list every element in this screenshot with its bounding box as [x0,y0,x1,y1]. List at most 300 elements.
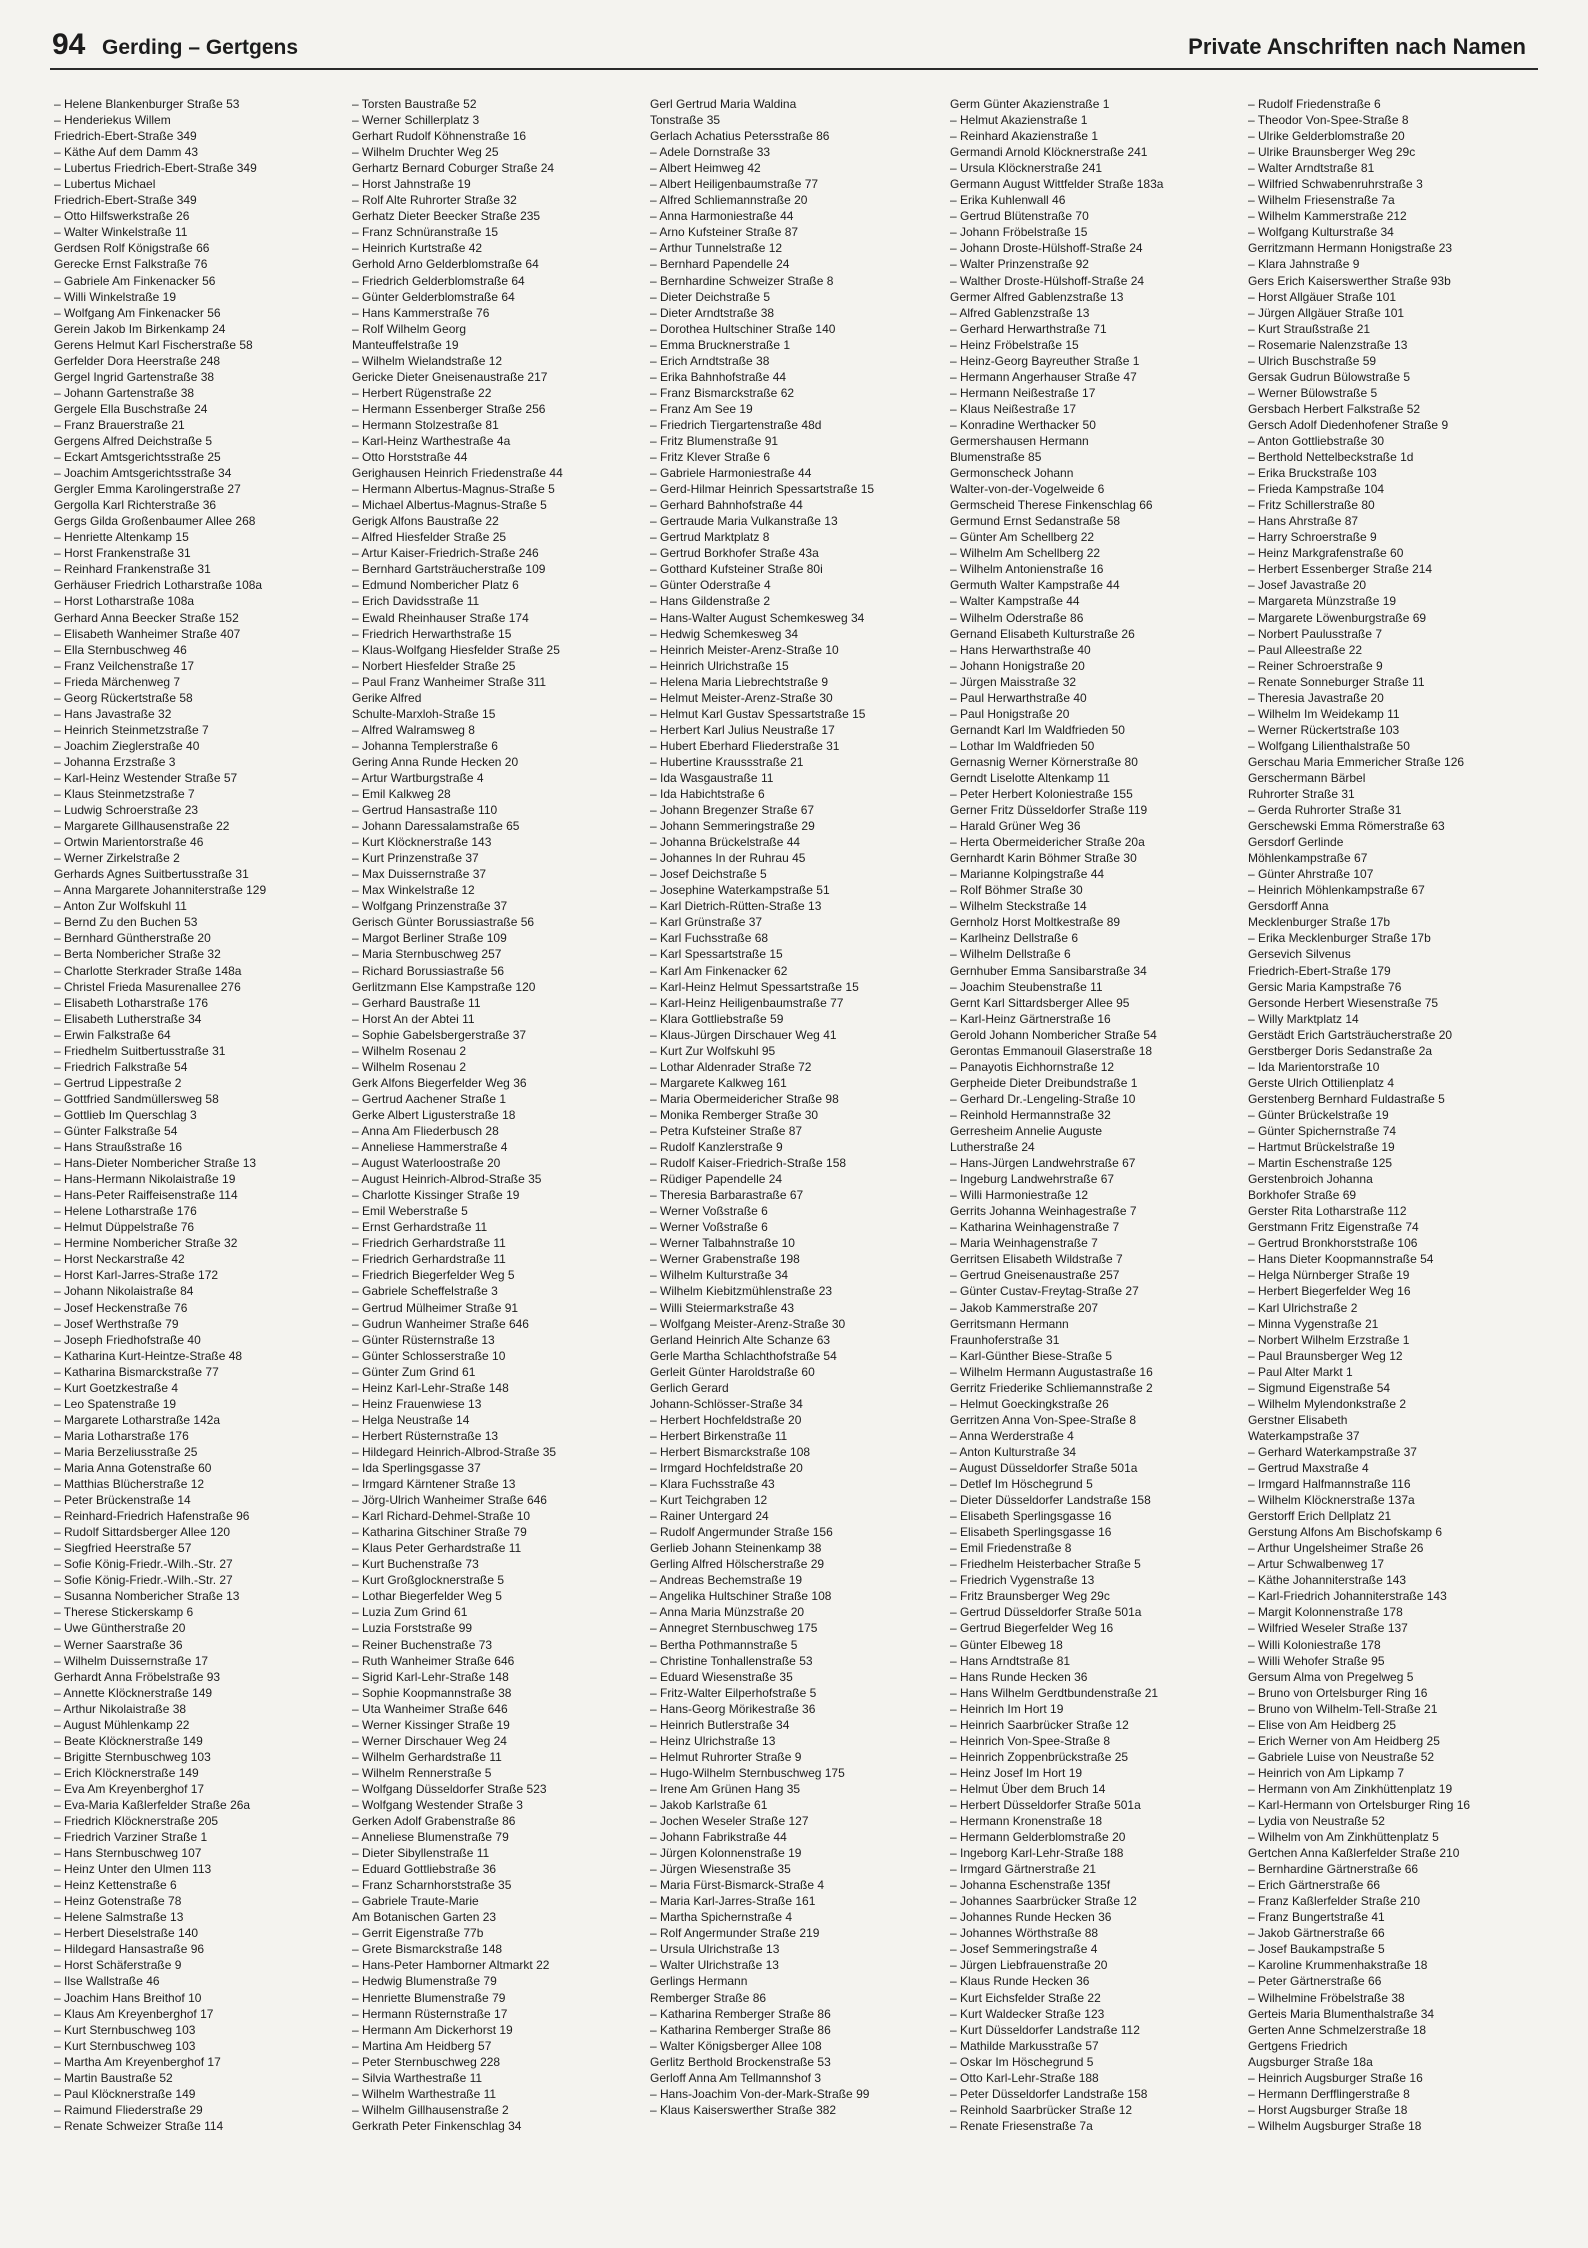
directory-entry: – Werner Schillerplatz 3 [352,113,480,128]
directory-entry: – Bernd Zu den Buchen 53 [54,915,198,930]
directory-entry: – Karl-Hermann von Ortelsburger Ring 16 [1248,1797,1471,1812]
directory-entry: Gerhardt Anna Fröbelstraße 93 [54,1669,221,1684]
directory-entry: – Werner Zirkelstraße 2 [54,851,180,866]
directory-entry: – Fritz Blumenstraße 91 [650,433,779,448]
directory-entry: – Katharina Weinhagenstraße 7 [950,1220,1120,1235]
directory-entry: – Eckart Amtsgerichtsstraße 25 [54,450,221,465]
directory-entry: Gersonde Herbert Wiesenstraße 75 [1248,995,1439,1010]
directory-entry: – Margit Kolonnenstraße 178 [1248,1605,1403,1620]
directory-entry: – Max Duissernstraße 37 [352,867,487,882]
directory-entry: – Friedrich Gerhardstraße 11 [352,1236,506,1251]
directory-entry: – Rolf Angermunder Straße 219 [650,1926,820,1941]
directory-entry: – Hans Runde Hecken 36 [950,1669,1088,1684]
directory-entry: – Günter Am Schellberg 22 [950,530,1095,545]
column-3 [650,96,938,2118]
directory-entry: – Renate Sonneburger Straße 11 [1248,674,1425,689]
directory-entry: – Beate Klöcknerstraße 149 [54,1733,203,1748]
directory-entry: – Johann Nikolaistraße 84 [54,1284,194,1299]
directory-entry: – August Waterloostraße 20 [352,1156,501,1171]
directory-entry: – Anna Maria Münzstraße 20 [650,1605,805,1620]
directory-entry: Germscheid Therese Finkenschlag 66 [950,498,1153,513]
directory-entry: – Wilhelm Rosenau 2 [352,1043,467,1058]
directory-entry: – Kurt Großglocknerstraße 5 [352,1573,505,1588]
directory-entry: – Joachim Hans Breithof 10 [54,1990,202,2005]
directory-entry: – Lothar Biegerfelder Weg 5 [352,1589,502,1604]
directory-entry: – Hermann Am Dickerhorst 19 [352,2022,513,2037]
directory-entry: – Eva-Maria Kaßlerfelder Straße 26a [54,1797,251,1812]
directory-entry: – Charlotte Kissinger Straße 19 [352,1188,520,1203]
directory-entry: – Karl Ulrichstraße 2 [1248,1300,1358,1315]
directory-entry: – Wilhelm Augsburger Straße 18 [1248,2118,1422,2133]
directory-entry: Gernholz Horst Moltkestraße 89 [950,915,1121,930]
directory-entry: – Werner Rückertstraße 103 [1248,722,1400,737]
directory-entry: – Kurt Teichgraben 12 [650,1493,768,1508]
directory-entry: – Karl-Heinz Gärtnerstraße 16 [950,1011,1111,1026]
directory-entry: Gerrits Johanna Weinhagestraße 7 [950,1204,1137,1219]
directory-entry: – Peter Düsseldorfer Landstraße 158 [950,2086,1148,2101]
directory-entry: Gergolla Karl Richterstraße 36 [54,498,217,513]
page-range-title: Gerding – Gertgens [102,36,299,59]
directory-entry: Walter-von-der-Vogelweide 6 [950,482,1105,497]
directory-entry: – Renate Schweizer Straße 114 [54,2118,224,2133]
directory-entry: Gerkrath Peter Finkenschlag 34 [352,2118,522,2133]
directory-entry: – Gertrud Mülheimer Straße 91 [352,1300,519,1315]
directory-entry: Gerike Alfred [352,690,422,705]
directory-entry: – Irmgard Kärntener Straße 13 [352,1477,516,1492]
directory-entry: – Katharina Kurt-Heintze-Straße 48 [54,1348,243,1363]
directory-entry: – Monika Remberger Straße 30 [650,1107,819,1122]
directory-entry: Germandi Arnold Klöcknerstraße 241 [950,145,1148,160]
directory-entry: – Lothar Im Waldfrieden 50 [950,738,1095,753]
directory-entry: – Franz Bungertstraße 41 [1248,1910,1385,1925]
directory-entry: – Uta Wanheimer Straße 646 [352,1701,508,1716]
directory-entry: – Gabriele Harmoniestraße 44 [650,466,812,481]
directory-entry: – Heinz Unter den Ulmen 113 [54,1862,212,1877]
directory-entry: – Anna Harmoniestraße 44 [650,209,794,224]
directory-entry: – Gudrun Wanheimer Straße 646 [352,1316,529,1331]
directory-entry: – Susanna Nombericher Straße 13 [54,1589,240,1604]
directory-entry: – Willi Koloniestraße 178 [1248,1637,1381,1652]
directory-entry: Gergler Emma Karolingerstraße 27 [54,482,241,497]
directory-entry: – Rudolf Kaiser-Friedrich-Straße 158 [650,1156,847,1171]
directory-entry: – Wilhelm Warthestraße 11 [352,2086,497,2101]
directory-entry: – August Mühlenkamp 22 [54,1717,190,1732]
directory-entry: – Johann Fabrikstraße 44 [650,1830,787,1845]
directory-entry: – Elisabeth Lotharstraße 176 [54,995,209,1010]
directory-entry: – Ewald Rheinhauser Straße 174 [352,610,529,625]
directory-entry: – Ruth Wanheimer Straße 646 [352,1653,515,1668]
directory-entry: – Dieter Düsseldorfer Landstraße 158 [950,1493,1151,1508]
directory-entry: – Dieter Sibyllenstraße 11 [352,1846,490,1861]
directory-entry: – Wilhelm Gillhausenstraße 2 [352,2102,509,2117]
directory-entry: – Maria Sternbuschweg 257 [352,947,502,962]
directory-entry: – Ingeburg Landwehrstraße 67 [950,1172,1115,1187]
directory-entry: – Reinhard Akazienstraße 1 [950,129,1099,144]
directory-entry: – Heinrich Von-Spee-Straße 8 [950,1733,1111,1748]
directory-entry: – Ulrike Gelderblomstraße 20 [1248,129,1405,144]
directory-entry: – Norbert Paulusstraße 7 [1248,626,1383,641]
directory-entry: – Wolfgang Am Finkenacker 56 [54,305,221,320]
directory-entry: – Emil Weberstraße 5 [352,1204,468,1219]
directory-entry: – Hedwig Schemkesweg 34 [650,626,799,641]
directory-entry: – Franz Brauerstraße 21 [54,417,185,432]
directory-entry: – Margarete Kalkweg 161 [650,1075,787,1090]
directory-entry: – Johanna Eschenstraße 135f [950,1878,1111,1893]
directory-entry: – Jochen Weseler Straße 127 [650,1814,809,1829]
directory-entry: – Günter Ahrstraße 107 [1248,867,1374,882]
directory-entry: – Jürgen Kolonnenstraße 19 [650,1846,802,1861]
directory-entry: – Otto Hilfswerkstraße 26 [54,209,190,224]
directory-entry: – Gabriele Am Finkenacker 56 [54,273,216,288]
directory-entry: – Maria Fürst-Bismarck-Straße 4 [650,1878,825,1893]
directory-entry: – Klaus Steinmetzstraße 7 [54,787,195,802]
directory-entry: – Hans Ahrstraße 87 [1248,514,1359,529]
directory-entry: Gerlitz Berthold Brockenstraße 53 [650,2054,831,2069]
directory-entry: – Günter Gelderblomstraße 64 [352,289,515,304]
directory-entry: Gerighausen Heinrich Friedenstraße 44 [352,466,563,481]
directory-entry: – Anneliese Blumenstraße 79 [352,1830,509,1845]
directory-entry: – Johannes Saarbrücker Straße 12 [950,1894,1137,1909]
directory-entry: – Franz Schnüranstraße 15 [352,225,499,240]
directory-entry: – Heinz-Georg Bayreuther Straße 1 [950,353,1140,368]
directory-entry: – Hildegard Hansastraße 96 [54,1942,205,1957]
directory-entry: – Werner Bülowstraße 5 [1248,385,1378,400]
directory-entry: – Sofie König-Friedr.-Wilh.-Str. 27 [54,1557,233,1572]
directory-entry: – Herbert Karl Julius Neustraße 17 [650,722,835,737]
directory-entry: – Elisabeth Sperlingsgasse 16 [950,1525,1112,1540]
directory-entry: – Alfred Schliemannstraße 20 [650,193,808,208]
section-title: Private Anschriften nach Namen [1188,34,1526,59]
directory-entry: – Reinhold Saarbrücker Straße 12 [950,2102,1133,2117]
directory-entry: – Jürgen Liebfrauenstraße 20 [950,1958,1108,1973]
directory-entry: – Karl-Günther Biese-Straße 5 [950,1348,1113,1363]
directory-entry: – Walter Kampstraße 44 [950,594,1080,609]
directory-entry: – Kurt Sternbuschweg 103 [54,2038,196,2053]
directory-entry: – Wilhelm Mylendonkstraße 2 [1248,1396,1407,1411]
directory-entry: Gerfelder Dora Heerstraße 248 [54,353,221,368]
directory-entry: – Joachim Steubenstraße 11 [950,979,1103,994]
directory-entry: Germuth Walter Kampstraße 44 [950,578,1120,593]
directory-entry: – Wilhelm Kulturstraße 34 [650,1268,789,1283]
directory-entry: – Heinz Josef Im Hort 19 [950,1765,1083,1780]
directory-entry: Gerken Adolf Grabenstraße 86 [352,1814,516,1829]
directory-entry: – Paul Klöcknerstraße 149 [54,2086,196,2101]
directory-entry: – Wilhelm Dellstraße 6 [950,947,1071,962]
directory-entry: – Karl-Heinz Helmut Spessartstraße 15 [650,979,859,994]
directory-entry: Augsburger Straße 18a [1248,2054,1373,2069]
directory-entry: Gerk Alfons Biegerfelder Weg 36 [352,1075,527,1090]
directory-entry: – Rüdiger Papendelle 24 [650,1172,783,1187]
directory-entry: – Hildegard Heinrich-Albrod-Straße 35 [352,1444,557,1459]
directory-entry: Gerisch Günter Borussiastraße 56 [352,915,535,930]
directory-entry: – Wolfgang Lilienthalstraße 50 [1248,738,1410,753]
directory-entry: – Hubertine Kraussstraße 21 [650,754,804,769]
directory-entry: – Karoline Krummenhakstraße 18 [1248,1958,1428,1973]
directory-entry: – Klaus-Wolfgang Hiesfelder Straße 25 [352,642,560,657]
directory-entry: – Willi Harmoniestraße 12 [950,1188,1089,1203]
directory-entry: – Lubertus Michael [54,177,156,192]
directory-entry: – Jürgen Wiesenstraße 35 [650,1862,791,1877]
directory-entry: – Günter Rüsternstraße 13 [352,1332,495,1347]
directory-entry: – Willy Marktplatz 14 [1248,1011,1359,1026]
directory-entry: – Herbert Birkenstraße 11 [650,1428,788,1443]
directory-entry: – Hermann Gelderblomstraße 20 [950,1830,1126,1845]
directory-entry: – Peter Herbert Koloniestraße 155 [950,787,1133,802]
directory-entry: – Wilhelm Gerhardstraße 11 [352,1749,502,1764]
directory-entry: – Elisabeth Sperlingsgasse 16 [950,1509,1112,1524]
directory-entry: Ruhrorter Straße 31 [1248,787,1355,802]
directory-entry: – Henriette Altenkamp 15 [54,530,189,545]
directory-entry: – Klaus Runde Hecken 36 [950,1974,1090,1989]
directory-entry: – Willi Wehofer Straße 95 [1248,1653,1385,1668]
directory-entry: – Karl Grünstraße 37 [650,915,763,930]
directory-entry: – Emil Friedenstraße 8 [950,1541,1072,1556]
directory-entry: Germ Günter Akazienstraße 1 [950,97,1110,111]
directory-entry: – Werner Saarstraße 36 [54,1637,183,1652]
directory-entry: Borkhofer Straße 69 [1248,1188,1357,1203]
directory-entry: – Gerrit Eigenstraße 77b [352,1926,484,1941]
directory-entry: – Wilhelm Oderstraße 86 [950,610,1084,625]
directory-entry: – Günter Schlosserstraße 10 [352,1348,506,1363]
directory-entry: – Hedwig Blumenstraße 79 [352,1974,497,1989]
directory-entry: – Harry Schroerstraße 9 [1248,530,1377,545]
directory-entry: – Franz Scharnhorststraße 35 [352,1878,512,1893]
directory-entry: – Hans Dieter Koopmannstraße 54 [1248,1252,1434,1267]
directory-entry: – Maria Karl-Jarres-Straße 161 [650,1894,816,1909]
directory-entry: – Wilhelm Rosenau 2 [352,1059,467,1074]
directory-entry: – Karl Fuchsstraße 68 [650,931,769,946]
directory-entry: Gerlings Hermann [650,1974,748,1989]
directory-entry: Gerschermann Bärbel [1248,770,1366,785]
directory-entry: Schulte-Marxloh-Straße 15 [352,706,496,721]
directory-entry: – Günter Elbeweg 18 [950,1637,1063,1652]
directory-entry: – Willi Winkelstraße 19 [54,289,177,304]
directory-entry: – Horst Schäferstraße 9 [54,1958,182,1973]
directory-entry: – Anneliese Hammerstraße 4 [352,1140,508,1155]
directory-entry: – Rudolf Friedenstraße 6 [1248,97,1381,111]
directory-entry: – Walter Prinzenstraße 92 [950,257,1089,272]
directory-entry: – Johann Honigstraße 20 [950,658,1085,673]
directory-entry: – Rudolf Kanzlerstraße 9 [650,1140,783,1155]
directory-entry: – Wilhelm Am Schellberg 22 [950,546,1101,561]
directory-entry: – Gertrud Gneisenaustraße 257 [950,1268,1120,1283]
directory-entry: – Helene Salmstraße 13 [54,1910,184,1925]
directory-entry: – Dieter Arndtstraße 38 [650,305,775,320]
directory-entry: – Otto Horststraße 44 [352,450,468,465]
directory-entry: – Heinrich Meister-Arenz-Straße 10 [650,642,839,657]
directory-entry: Gerstberger Doris Sedanstraße 2a [1248,1043,1433,1058]
directory-entry: Gersum Alma von Pregelweg 5 [1248,1669,1414,1684]
directory-entry: – Norbert Hiesfelder Straße 25 [352,658,516,673]
directory-entry: – Johann Droste-Hülshoff-Straße 24 [950,241,1143,256]
directory-entry: – Wilhelm Im Weidekamp 11 [1248,706,1400,721]
directory-entry: – Heinrich Zoppenbrückstraße 25 [950,1749,1129,1764]
directory-entry: Gertchen Anna Kaßlerfelder Straße 210 [1248,1846,1460,1861]
directory-entry: – Heinz Gotenstraße 78 [54,1894,182,1909]
directory-entry: – Karl Spessartstraße 15 [650,947,783,962]
directory-entry: – Peter Sternbuschweg 228 [352,2054,501,2069]
directory-entry: – Heinrich Ulrichstraße 15 [650,658,789,673]
directory-entry: – Gerhard Herwarthstraße 71 [950,321,1107,336]
directory-entry: – Bernhard Gartsträucherstraße 109 [352,562,546,577]
directory-entry: – Rolf Böhmer Straße 30 [950,883,1083,898]
directory-entry: – Uwe Güntherstraße 20 [54,1621,186,1636]
directory-entry: – Jörg-Ulrich Wanheimer Straße 646 [352,1493,547,1508]
directory-entry: – Hermann Rüsternstraße 17 [352,2006,508,2021]
directory-entry: – Silvia Warthestraße 11 [352,2070,483,2085]
directory-entry: Gergel Ingrid Gartenstraße 38 [54,369,215,384]
directory-entry: Gerritz Friederike Schliemannstraße 2 [950,1380,1153,1395]
directory-entry: Gerlieb Johann Steinenkamp 38 [650,1541,822,1556]
directory-entry: – Horst An der Abtei 11 [352,1011,475,1026]
directory-entry: – Helga Nürnberger Straße 19 [1248,1268,1410,1283]
directory-entry: – Erich Gärtnerstraße 66 [1248,1878,1381,1893]
directory-entry: – Johanna Templerstraße 6 [352,738,498,753]
directory-entry: – Walter Winkelstraße 11 [54,225,188,240]
directory-entry: – Richard Borussiastraße 56 [352,963,505,978]
directory-entry: – Josef Semmeringstraße 4 [950,1942,1098,1957]
directory-entry: – Luzia Forststraße 99 [352,1621,473,1636]
directory-entry: – Klaus Kaiserswerther Straße 382 [650,2102,837,2117]
directory-entry: – Berthold Nettelbeckstraße 1d [1248,450,1414,465]
directory-entry: – Dorothea Hultschiner Straße 140 [650,321,836,336]
directory-entry: – Hans Wilhelm Gerdtbundenstraße 21 [950,1685,1159,1700]
directory-entry: Gerstung Alfons Am Bischofskamp 6 [1248,1525,1443,1540]
directory-entry: – Jürgen Maisstraße 32 [950,674,1077,689]
directory-entry: Gerschau Maria Emmericher Straße 126 [1248,754,1465,769]
directory-entry: Gerster Rita Lotharstraße 112 [1248,1204,1407,1219]
directory-entry: – Hans Herwarthstraße 40 [950,642,1091,657]
directory-entry: Gerlich Gerard [650,1380,729,1395]
directory-entry: Friedrich-Ebert-Straße 349 [54,129,197,144]
directory-entry: – Sophie Koopmannstraße 38 [352,1685,512,1700]
directory-entry: – Günter Falkstraße 54 [54,1124,178,1138]
directory-entry: Gertgens Friedrich [1248,2038,1348,2053]
directory-entry: – Klaus Neißestraße 17 [950,401,1077,416]
directory-entry: Friedrich-Ebert-Straße 179 [1248,963,1391,978]
directory-entry: – Hermann Kronenstraße 18 [950,1814,1103,1829]
directory-entry: – Paul Alter Markt 1 [1248,1364,1353,1379]
directory-entry: – Käthe Auf dem Damm 43 [54,145,199,160]
directory-entry: – Hans-Joachim Von-der-Mark-Straße 99 [650,2086,870,2101]
directory-entry: – Siegfried Heerstraße 57 [54,1541,192,1556]
directory-entry: – Reinhard Frankenstraße 31 [54,562,211,577]
directory-entry: – Bruno von Ortelsburger Ring 16 [1248,1685,1428,1700]
directory-entry: – Oskar Im Höschegrund 5 [950,2054,1094,2069]
directory-entry: – Gerd-Hilmar Heinrich Spessartstraße 15 [650,482,875,497]
directory-entry: – Artur Wartburgstraße 4 [352,770,484,785]
directory-entry: – Klara Gottliebstraße 59 [650,1011,784,1026]
directory-entry: – Rudolf Sittardsberger Allee 120 [54,1525,231,1540]
directory-entry: – Erwin Falkstraße 64 [54,1027,171,1042]
directory-entry: – Werner Dirschauer Weg 24 [352,1733,507,1748]
directory-entry: – Wilhelm Wielandstraße 12 [352,353,503,368]
directory-entry: Gerlitzmann Else Kampstraße 120 [352,979,536,994]
directory-entry: – Hans Sternbuschweg 107 [54,1846,202,1861]
directory-entry: – Alfred Walramsweg 8 [352,722,475,737]
directory-entry: – Maria Berzeliusstraße 25 [54,1444,198,1459]
directory-entry: – Paul Franz Wanheimer Straße 311 [352,674,547,689]
directory-entry: – Günter Zum Grind 61 [352,1364,476,1379]
directory-entry: – Hermann Derfflingerstraße 8 [1248,2086,1410,2101]
directory-entry: – Elisabeth Wanheimer Straße 407 [54,626,241,641]
directory-entry: Gerstner Elisabeth [1248,1412,1348,1427]
directory-entry: Gerens Helmut Karl Fischerstraße 58 [54,337,253,352]
directory-entry: – Martha Am Kreyenberghof 17 [54,2054,221,2069]
directory-entry: – Heinrich Butlerstraße 34 [650,1717,790,1732]
directory-entry: – Franz Bismarckstraße 62 [650,385,795,400]
directory-entry: – Harald Grüner Weg 36 [950,819,1081,834]
directory-entry: – Peter Brückenstraße 14 [54,1493,191,1508]
directory-entry: Gering Anna Runde Hecken 20 [352,754,519,769]
directory-entry: – Günter Brückelstraße 19 [1248,1107,1389,1122]
directory-entry: – Gertrud Maxstraße 4 [1248,1460,1369,1475]
directory-entry: Gersbach Herbert Falkstraße 52 [1248,401,1421,416]
directory-entry: – Johanna Erzstraße 3 [54,754,176,769]
directory-entry: – Petra Kufsteiner Straße 87 [650,1124,803,1138]
directory-entry: – Lubertus Friedrich-Ebert-Straße 349 [54,161,257,176]
directory-entry: – Hans-Hermann Nikolaistraße 19 [54,1172,236,1187]
directory-entry: – Luzia Zum Grind 61 [352,1605,468,1620]
directory-entry: Gersch Adolf Diedenhofener Straße 9 [1248,417,1449,432]
directory-entry: – Erika Bruckstraße 103 [1248,466,1377,481]
directory-entry: – Kurt Sternbuschweg 103 [54,2022,196,2037]
directory-entry: – Johannes Wörthstraße 88 [950,1926,1099,1941]
directory-entry: – Friedrich Herwarthstraße 15 [352,626,512,641]
directory-entry: Germershausen Hermann [950,433,1089,448]
directory-entry: – Heinz Kettenstraße 6 [54,1878,177,1893]
directory-entry: – Hans-Dieter Nombericher Straße 13 [54,1156,257,1171]
directory-entry: – Berta Nombericher Straße 32 [54,947,221,962]
directory-entry: – Irmgard Gärtnerstraße 21 [950,1862,1097,1877]
directory-entry: – Herbert Rüsternstraße 13 [352,1428,499,1443]
directory-entry: Gerle Martha Schlachthofstraße 54 [650,1348,837,1363]
directory-entry: – Sigrid Karl-Lehr-Straße 148 [352,1669,509,1684]
directory-entry: – Kurt Prinzenstraße 37 [352,851,479,866]
directory-entry: – Joseph Friedhofstraße 40 [54,1332,201,1347]
directory-entry: Gergele Ella Buschstraße 24 [54,401,208,416]
directory-entry: – Fritz Braunsberger Weg 29c [950,1589,1110,1604]
directory-entry: – Heinrich Im Hort 19 [950,1701,1064,1716]
directory-entry: – Eva Am Kreyenberghof 17 [54,1781,205,1796]
directory-entry: – Elise von Am Heidberg 25 [1248,1717,1397,1732]
directory-entry: – Josef Werthstraße 79 [54,1316,179,1331]
directory-entry: – Helmut Akazienstraße 1 [950,113,1088,128]
directory-entry: – Ursula Klöcknerstraße 241 [950,161,1103,176]
directory-entry: – Herbert Dieselstraße 140 [54,1926,199,1941]
directory-entry: – Heinrich Steinmetzstraße 7 [54,722,209,737]
directory-entry: – Friedhelm Suitbertusstraße 31 [54,1043,226,1058]
directory-entry: – Heinz Ulrichstraße 13 [650,1733,776,1748]
directory-entry: – Wilhelm Kiebitzmühlenstraße 23 [650,1284,833,1299]
directory-entry: Gersdorf Gerlinde [1248,835,1344,850]
directory-entry: – Anna Margarete Johanniterstraße 129 [54,883,267,898]
directory-entry: – Anton Gottliebstraße 30 [1248,433,1385,448]
directory-entry: – Heinrich Augsburger Straße 16 [1248,2070,1423,2085]
directory-entry: – Arthur Tunnelstraße 12 [650,241,783,256]
directory-entry: – Walter Ulrichstraße 13 [650,1958,779,1973]
directory-entry: – Detlef Im Höschegrund 5 [950,1477,1093,1492]
directory-entry: Gerein Jakob Im Birkenkamp 24 [54,321,226,336]
directory-entry: – Hans Javastraße 32 [54,706,172,721]
directory-entry: – Hans Arndtstraße 81 [950,1653,1071,1668]
directory-entry: – Helena Maria Liebrechtstraße 9 [650,674,829,689]
column-5 [1248,96,1536,2134]
directory-entry: – Gertrud Biegerfelder Weg 16 [950,1621,1114,1636]
directory-entry: – Karl-Heinz Warthestraße 4a [352,433,511,448]
directory-entry: – Ida Wasgaustraße 11 [650,770,774,785]
directory-entry: Waterkampstraße 37 [1248,1428,1360,1443]
